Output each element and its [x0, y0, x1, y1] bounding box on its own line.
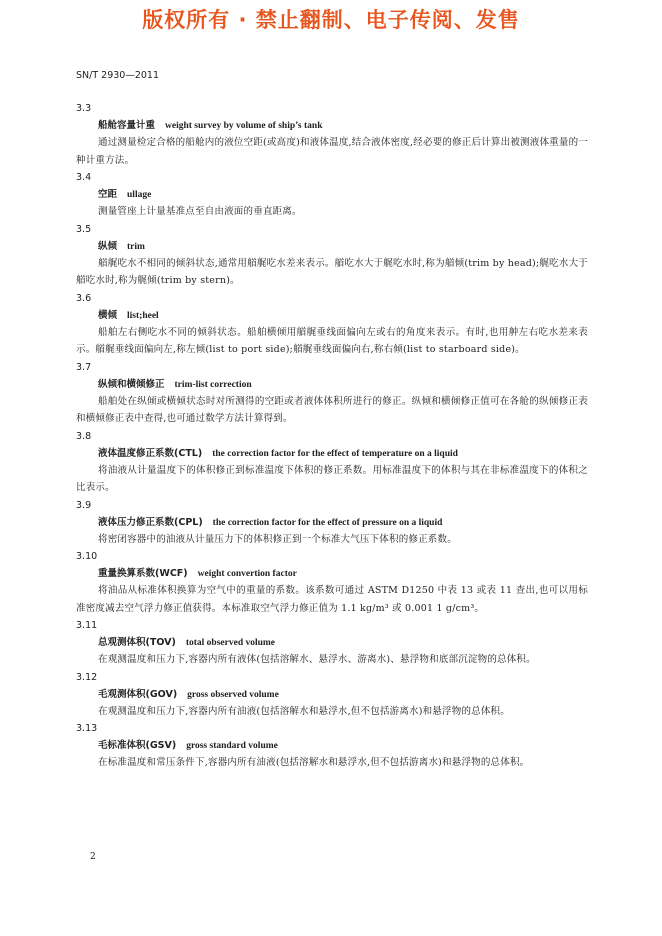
- term-english: ullage: [127, 190, 152, 200]
- section-number: 3.4: [76, 172, 92, 183]
- page-number: 2: [90, 852, 96, 862]
- term-heading: [76, 376, 588, 393]
- term-chinese: 液体压力修正系数(CPL): [98, 516, 203, 528]
- term-english: list;heel: [127, 310, 159, 321]
- section-number: 3.13: [76, 723, 98, 734]
- term-chinese: 纵倾: [98, 240, 118, 252]
- term-english: the correction factor for the effect of temperature on a liquid: [212, 448, 458, 459]
- term-chinese: 液体温度修正系数(CTL): [98, 447, 203, 459]
- term-heading: [76, 634, 588, 651]
- standard-code-header: SN/T 2930—2011: [76, 70, 160, 81]
- term-definition: 将油液从计量温度下的体积修正到标准温度下体积的修正系数。用标准温度下的体积与其在非标准温度下的体积之比表示。: [76, 464, 588, 493]
- definition-section: [76, 617, 588, 669]
- term-chinese: 总观测体积(TOV): [98, 637, 176, 648]
- section-number: 3.8: [76, 430, 92, 442]
- section-number: 3.5: [76, 223, 92, 235]
- term-heading: [76, 238, 588, 255]
- definition-section: [76, 359, 588, 428]
- section-number: 3.9: [76, 499, 92, 511]
- term-definition: 艏艉吃水不相同的倾斜状态,通常用艏艉吃水差来表示。艏吃水大于艉吃水时,称为艏倾(trim by head);艉吃水大于艏吃水时,称为艉倾(trim by stern)。: [76, 257, 588, 286]
- term-english: the correction factor for the effect of pressure on a liquid: [212, 517, 443, 528]
- section-number: 3.10: [76, 551, 98, 562]
- definition-section: [76, 669, 588, 721]
- definition-section: [76, 290, 588, 359]
- section-number: 3.7: [76, 361, 92, 373]
- term-heading: [76, 686, 588, 703]
- section-number: 3.12: [76, 671, 98, 683]
- copyright-banner: 版权所有 · 禁止翻制、电子传阅、发售: [142, 8, 520, 32]
- term-definition: 船舶处在纵倾或横倾状态时对所测得的空距或者液体体积所进行的修正。纵倾和横倾修正值可在各舱的纵倾修正表和横倾修正表中查得,也可通过数学方法计算得到。: [76, 395, 588, 424]
- term-chinese: 船舱容量计重: [98, 120, 156, 131]
- definition-section: [76, 169, 588, 221]
- term-heading: [76, 514, 588, 531]
- term-heading: [76, 445, 588, 462]
- definitions-content: [76, 100, 588, 772]
- term-english: weight convertion factor: [197, 569, 297, 579]
- term-english: total observed volume: [185, 638, 276, 648]
- term-chinese: 毛标准体积(GSV): [98, 740, 177, 751]
- term-english: gross observed volume: [187, 689, 279, 700]
- term-heading: [76, 565, 588, 582]
- definition-section: [76, 548, 588, 617]
- term-definition: 在标准温度和常压条件下,容器内所有油液(包括溶解水和悬浮水,但不包括游离水)和悬浮物的总体积。: [98, 757, 530, 768]
- definition-section: [76, 497, 588, 549]
- term-english: gross standard volume: [186, 741, 278, 751]
- term-english: trim-list correction: [174, 379, 252, 390]
- term-heading: [76, 737, 588, 754]
- term-definition: 将密闭容器中的油液从计量压力下的体积修正到一个标准大气压下体积的修正系数。: [98, 533, 457, 545]
- definition-section: [76, 720, 588, 772]
- term-heading: [76, 117, 588, 134]
- term-definition: 将油品从标准体积换算为空气中的重量的系数。该系数可通过 ASTM D1250 中表 13 或表 11 查出,也可以用标准密度减去空气浮力修正值获得。本标准取空气浮力修正值为 1.1 kg/m³ 或 0.001 1 g/cm³。: [76, 585, 588, 614]
- term-definition: 在观测温度和压力下,容器内所有液体(包括溶解水、悬浮水、游离水)、悬浮物和底部沉淀物的总体积。: [98, 654, 536, 665]
- term-heading: [76, 307, 588, 324]
- definition-section: [76, 100, 588, 169]
- term-chinese: 纵倾和横倾修正: [98, 378, 165, 390]
- term-chinese: 重量换算系数(WCF): [98, 568, 188, 579]
- term-chinese: 空距: [98, 189, 118, 200]
- term-definition: 船舶左右侧吃水不同的倾斜状态。船舶横倾用艏艉垂线面偏向左或右的角度来表示。有时,也用舯左右吃水差来表示。艏艉垂线面偏向左,称左倾(list to port side);艏艉垂线面偏向右,称右倾(list to starboard side)。: [76, 326, 588, 355]
- section-number: 3.11: [76, 620, 98, 631]
- definition-section: [76, 221, 588, 290]
- term-heading: [76, 186, 588, 203]
- term-definition: 通过测量检定合格的船舱内的液位空距(或高度)和液体温度,结合液体密度,经必要的修正后计算出被测液体重量的一种计重方法。: [76, 137, 588, 166]
- term-chinese: 毛观测体积(GOV): [98, 688, 178, 700]
- term-definition: 在观测温度和压力下,容器内所有油液(包括溶解水和悬浮水,但不包括游离水)和悬浮物的总体积。: [98, 705, 510, 717]
- definition-section: [76, 428, 588, 497]
- term-chinese: 横倾: [98, 309, 118, 321]
- term-english: trim: [127, 241, 145, 252]
- term-definition: 测量管座上计量基准点至自由液面的垂直距离。: [98, 206, 302, 217]
- section-number: 3.3: [76, 103, 92, 114]
- section-number: 3.6: [76, 292, 92, 304]
- term-english: weight survey by volume of ship’s tank: [165, 121, 323, 131]
